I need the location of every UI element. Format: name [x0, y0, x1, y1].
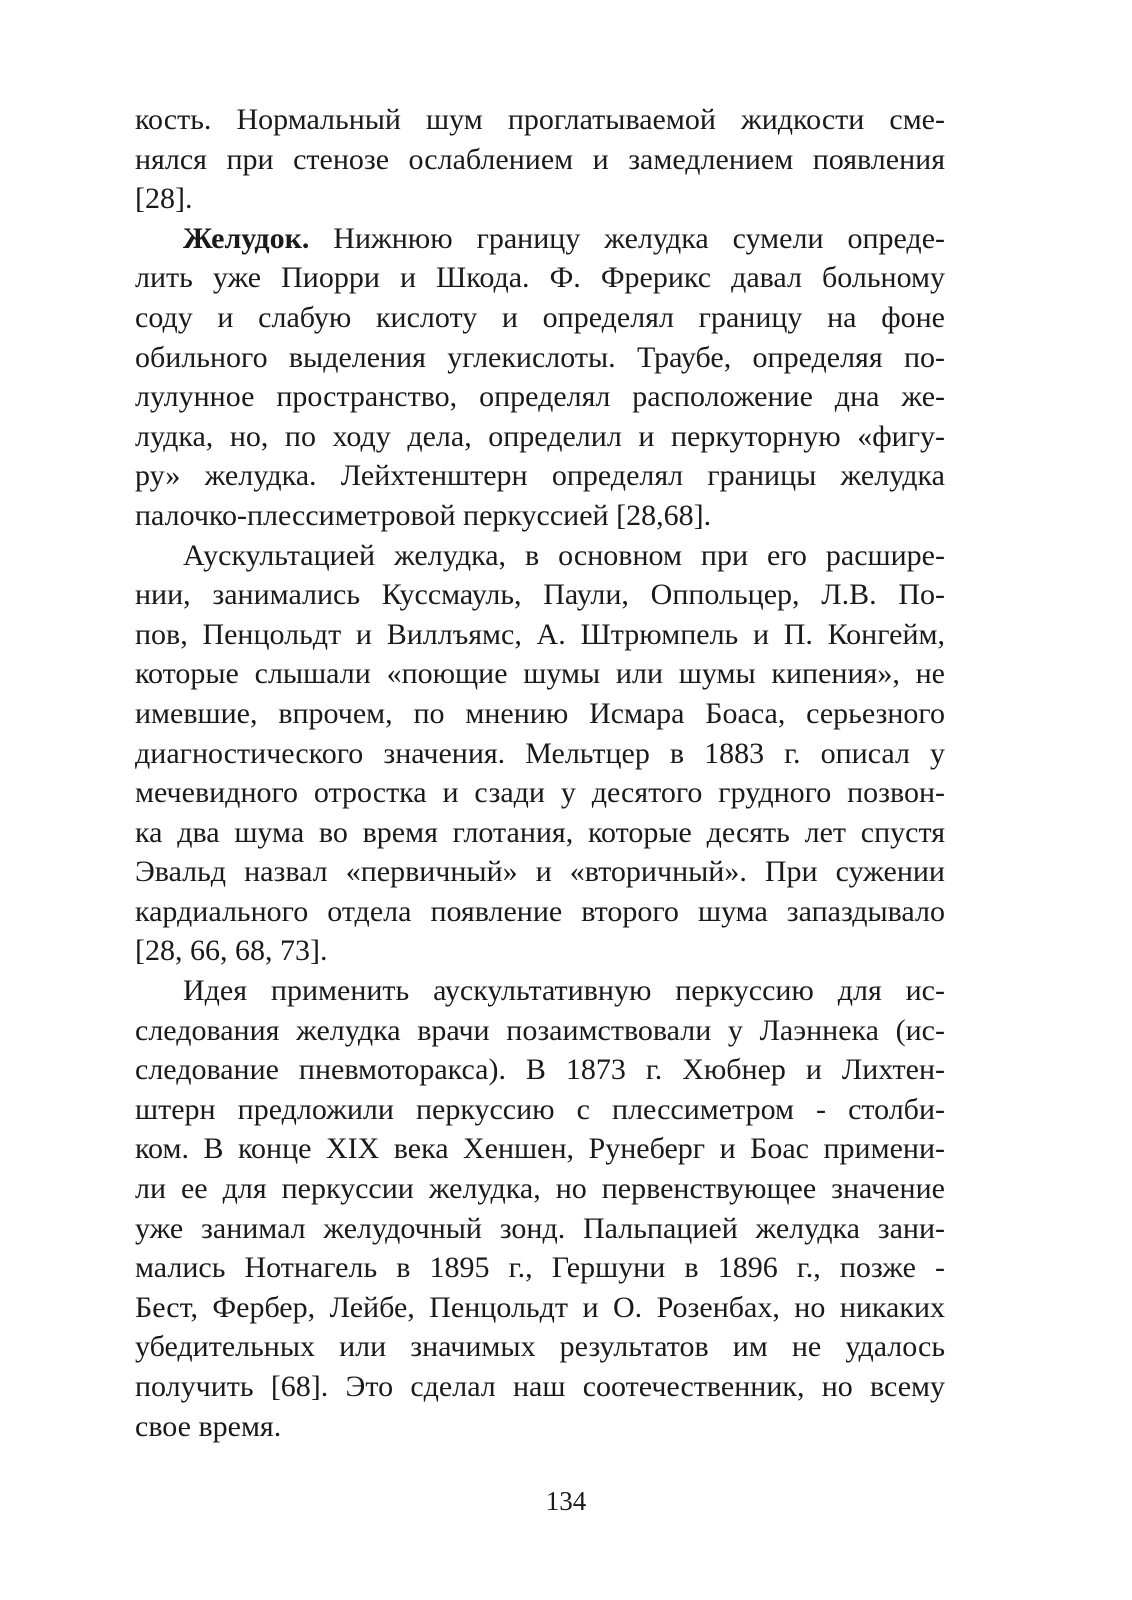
text-line: нии, занимались Куссмауль, Паули, Оппольцер, Л.В. По-	[135, 578, 945, 612]
text-line: соду и слабую кислоту и определял границу на фоне	[135, 300, 945, 334]
text-line: свое время.	[135, 1409, 282, 1443]
text-line: ком. В конце XIX века Хеншен, Рунеберг и Боас примени-	[135, 1132, 945, 1166]
text-line: Идея применить аускультативную перкуссию для ис-	[183, 974, 945, 1008]
text-line: нялся при стенозе ослаблением и замедлением появления	[135, 142, 945, 176]
text-line: имевшие, впрочем, по мнению Исмара Боаса, серьезного	[135, 696, 945, 730]
text-line: обильного выделения углекислоты. Траубе, определяя по-	[135, 340, 945, 374]
text-line: ка два шума во время глотания, которые десять лет спустя	[135, 815, 945, 849]
text-line: следования желудка врачи позаимствовали у Лаэннека (ис-	[135, 1013, 945, 1047]
text-line: лить уже Пиорри и Шкода. Ф. Фрерикс давал больному	[135, 261, 945, 295]
text-line: мечевидного отростка и сзади у десятого грудного позвон-	[135, 776, 945, 810]
page-number: 134	[545, 1486, 587, 1516]
text-line	[135, 219, 945, 259]
text-line: палочко-плессиметровой перкуссией [28,68].	[135, 498, 712, 532]
text-line: кардиального отдела появление второго шума запаздывало	[135, 894, 945, 928]
text-line: которые слышали «поющие шумы или шумы кипения», не	[135, 657, 945, 691]
text-line: лудка, но, по ходу дела, определил и перкуторную «фигу-	[135, 419, 945, 453]
text-line: лулунное пространство, определял расположение дна же-	[135, 380, 945, 414]
text-line: пов, Пенцольдт и Виллъямс, А. Штрюмпель и П. Конгейм,	[135, 617, 945, 651]
text-line: штерн предложили перкуссию с плессиметром - столби-	[135, 1092, 945, 1126]
text-line: ли ее для перкуссии желудка, но первенствующее значение	[135, 1172, 945, 1206]
text-line-rest: Нижнюю границу желудка сумели опреде-	[309, 221, 945, 255]
text-line: [28, 66, 68, 73].	[135, 934, 328, 968]
page-body	[135, 100, 945, 1446]
text-line: уже занимал желудочный зонд. Пальпацией желудка зани-	[135, 1211, 945, 1245]
text-line: Бест, Фербер, Лейбе, Пенцольдт и О. Розенбах, но никаких	[135, 1290, 945, 1324]
section-heading: Желудок.	[183, 221, 310, 255]
text-line: Аускультацией желудка, в основном при его расшире-	[183, 538, 945, 572]
text-line: диагностического значения. Мельтцер в 1883 г. описал у	[135, 736, 945, 770]
text-line: получить [68]. Это сделал наш соотечественник, но всему	[135, 1370, 945, 1403]
text-line: мались Нотнагель в 1895 г., Гершуни в 1896 г., позже -	[135, 1251, 945, 1285]
text-line: убедительных или значимых результатов им не удалось	[135, 1330, 945, 1364]
text-line: Эвальд назвал «первичный» и «вторичный». При сужении	[135, 855, 945, 889]
text-line: кость. Нормальный шум проглатываемой жидкости сме-	[135, 103, 945, 136]
text-line: [28].	[135, 182, 193, 216]
text-line: ру» желудка. Лейхтенштерн определял границы желудка	[135, 459, 945, 493]
text-line: следование пневмоторакса). В 1873 г. Хюбнер и Лихтен-	[135, 1053, 945, 1087]
